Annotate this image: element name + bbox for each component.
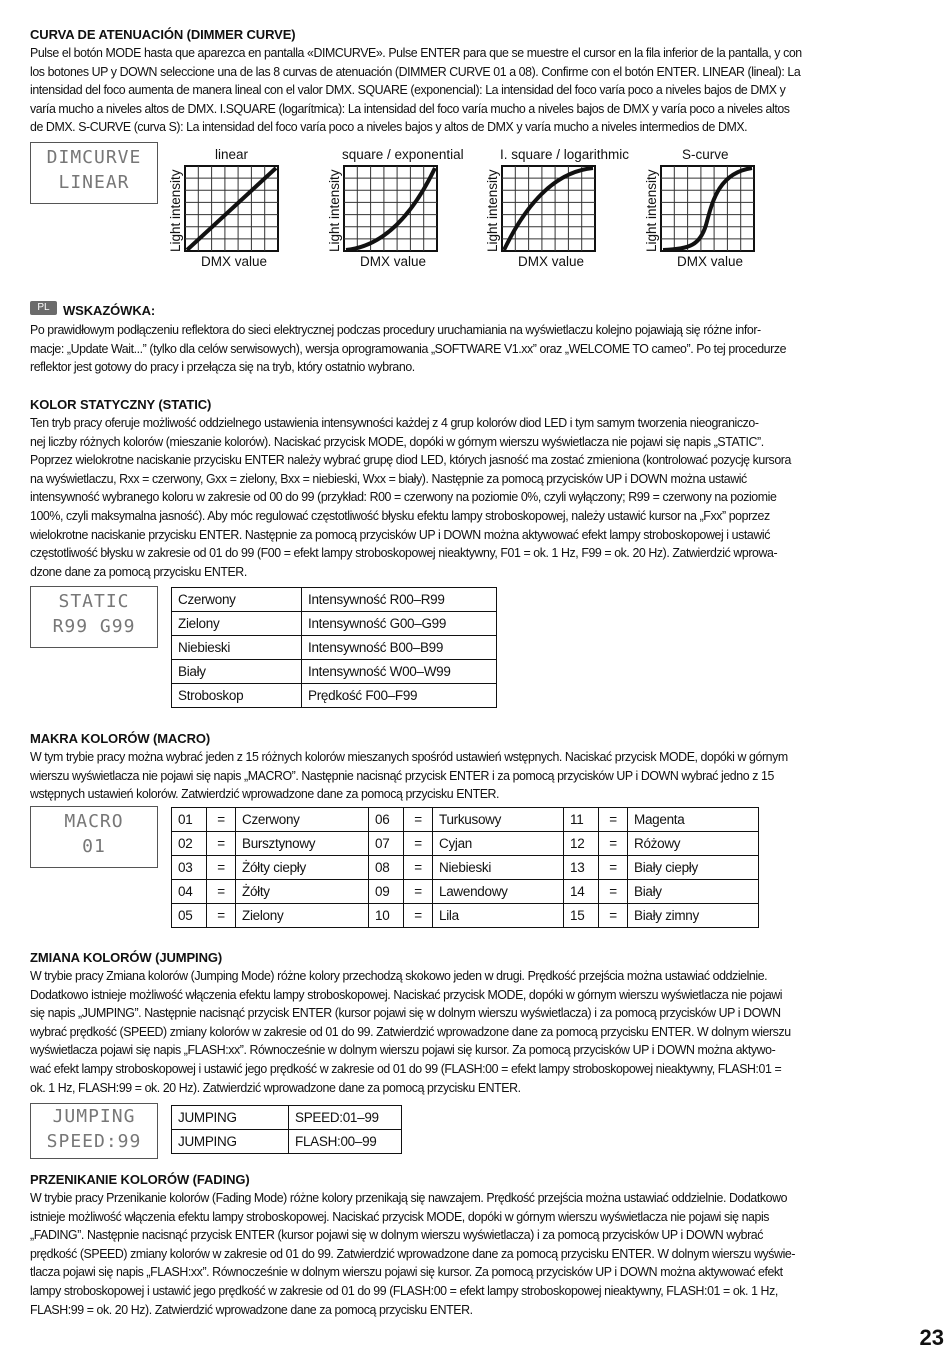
text-line: na wyświetlaczu, Rxx = czerwony, Gxx = zielony, Bxx = niebieski, Wxx = biały). Następnie za pomocą przycisków UP i DOWN można ustawić: [30, 470, 747, 486]
table-cell: Zielony: [236, 904, 369, 928]
table-cell: =: [599, 904, 628, 928]
table-cell: JUMPING: [172, 1130, 289, 1154]
section-heading-static: KOLOR STATYCZNY (STATIC): [30, 397, 212, 412]
table-cell: =: [207, 808, 236, 832]
table-row: [172, 904, 759, 928]
table-cell: 05: [172, 904, 207, 928]
curve-grid-square: [343, 165, 438, 252]
table-cell: Żółty: [236, 880, 369, 904]
x-axis-label: DMX value: [360, 254, 427, 269]
table-cell: =: [207, 856, 236, 880]
table-cell: Żółty ciepły: [236, 856, 369, 880]
table-row: [172, 636, 497, 660]
text-line: 100%, czyli maksymalna jasność). Aby móc regulować częstotliwość błysku efektu lampy stroboskopowej, należy ustawić kursor na „Fxx” poprzez: [30, 507, 770, 523]
text-line: istnieje możliwość włączenia efektu lampy stroboskopowej. Naciskać przycisk MODE, dopóki w górnym wierszu wyświetlacza nie pojawi się napis: [30, 1208, 770, 1224]
text-line: wstępnych ustawień kolorów. Zatwierdzić wprowadzone dane za pomocą przycisku ENTER.: [30, 786, 500, 802]
text-line: się napis „JUMPING”. Następnie nacisnąć przycisk ENTER (kursor pojawi się w dolnym wierszu wyświetlacza) i za pomocą przycisków UP i DOWN: [30, 1005, 781, 1021]
table-cell: JUMPING: [172, 1106, 289, 1130]
table-cell: Prędkość F00–F99: [302, 684, 497, 708]
curve-title: linear: [215, 147, 249, 162]
table-row: [172, 612, 497, 636]
lcd-display-dimcurve: [30, 142, 158, 204]
table-cell: 13: [564, 856, 599, 880]
lcd-line: DIMCURVE: [46, 147, 142, 168]
section-heading-macro: MAKRA KOLORÓW (MACRO): [30, 731, 211, 746]
table-cell: 08: [369, 856, 404, 880]
table-cell: FLASH:00–99: [289, 1130, 402, 1154]
table-row: [172, 660, 497, 684]
static-paragraph: [30, 414, 918, 581]
jumping-paragraph: [30, 967, 918, 1097]
table-cell: =: [404, 832, 433, 856]
macro-color-table: [171, 807, 759, 928]
curve-grid-linear: [184, 165, 279, 252]
table-row: [172, 1130, 402, 1154]
text-line: lampy stroboskopowej i ustawić jego prędkość w zakresie od 01 do 99 (FLASH:00 = efekt lampy stroboskopowej nieaktywny, FLASH:01 = ok. 1 Hz,: [30, 1282, 778, 1298]
table-cell: Biały zimny: [628, 904, 759, 928]
text-line: prędkość (SPEED) zmiany kolorów w zakresie od 01 do 99. Zatwierdzić wprowadzone dane za pomocą przycisku ENTER. W dolnym wierszu wyświe-: [30, 1245, 796, 1261]
lcd-display-jumping: [30, 1103, 158, 1159]
text-line: reflektor jest gotowy do pracy i przełącza się na tryb, który ostatnio wybrano.: [30, 359, 415, 375]
section-heading-fading: PRZENIKANIE KOLORÓW (FADING): [30, 1172, 250, 1187]
table-row: [172, 880, 759, 904]
text-line: macje: „Update Wait...” (tylko dla celów serwisowych), wersja oprogramowania „SOFTWARE V1.xx” oraz „WELCOME TO cameo”. Po tej procedurze: [30, 340, 787, 356]
table-cell: 12: [564, 832, 599, 856]
table-cell: 09: [369, 880, 404, 904]
section-heading-hint: WSKAZÓWKA:: [63, 303, 156, 318]
text-line: Pulse el botón MODE hasta que aparezca en pantalla «DIMCURVE». Pulse ENTER para que se muestre el cursor en la fila inferior de la pantalla, y con: [30, 45, 802, 60]
text-line: Ten tryb pracy oferuje możliwość oddzielnego ustawienia intensywności każdej z 4 grup kolorów diod LED i tym samym tworzenia nieograniczo-: [30, 415, 759, 430]
table-cell: =: [207, 880, 236, 904]
table-cell: Lawendowy: [433, 880, 564, 904]
table-cell: Turkusowy: [433, 808, 564, 832]
jumping-table: [171, 1105, 402, 1154]
curve-title: square / exponential: [342, 147, 464, 162]
table-cell: 11: [564, 808, 599, 832]
y-axis-label: Light intensity: [644, 169, 659, 252]
page-number: 23: [919, 1325, 944, 1350]
text-line: intensywność wybranego koloru w zakresie od 00 do 99 (przykład: R00 = czerwony na poziomie 0%, czyli wyłączony; R99 = czerwony na poziomie: [30, 489, 777, 505]
text-line: Po prawidłowym podłączeniu reflektora do sieci elektrycznej podczas procedury uruchamiania na wyświetlaczu kolejno pojawiają się różne infor-: [30, 322, 761, 337]
table-cell: Biały ciepły: [628, 856, 759, 880]
hint-paragraph: [30, 321, 918, 377]
dimmer-paragraph: [30, 44, 918, 137]
lcd-line: MACRO: [64, 811, 124, 832]
text-line: intensidad del foco aumenta de manera lineal con el valor DMX. SQUARE (exponencial): La intensidad del foco varía poco a niveles bajos de DMX y: [30, 82, 786, 98]
table-row: [172, 1106, 402, 1130]
static-color-table: [171, 587, 497, 708]
table-cell: 15: [564, 904, 599, 928]
table-cell: Intensywność R00–R99: [302, 588, 497, 612]
table-cell: Niebieski: [433, 856, 564, 880]
table-row: [172, 832, 759, 856]
table-cell: Intensywność G00–G99: [302, 612, 497, 636]
table-cell: Biały: [628, 880, 759, 904]
lcd-line: 01: [82, 836, 106, 857]
table-cell: Lila: [433, 904, 564, 928]
lcd-line: STATIC: [58, 591, 130, 612]
y-axis-label: Light intensity: [485, 169, 500, 252]
table-cell: =: [599, 856, 628, 880]
text-line: FLASH:99 = ok. 20 Hz). Zatwierdzić wprowadzone dane za pomocą przycisku ENTER.: [30, 1301, 473, 1317]
table-cell: =: [207, 832, 236, 856]
table-cell: 07: [369, 832, 404, 856]
text-line: W trybie pracy Przenikanie kolorów (Fading Mode) różne kolory przenikają się nawzajem. Prędkość przejścia można ustawiać oddzielnie. Dodatkowo: [30, 1190, 788, 1205]
x-axis-label: DMX value: [518, 254, 585, 269]
text-line: częstotliwość błysku w zakresie od 01 do 99 (F00 = efekt lampy stroboskopowej nieaktywny, F01 = ok. 1 Hz, F99 = ok. 20 Hz). Zatwierdzić wprowa-: [30, 545, 778, 561]
x-axis-label: DMX value: [201, 254, 268, 269]
text-line: „FADING”. Następnie nacisnąć przycisk ENTER (kursor pojawi się w dolnym wierszu wyświetlacza) i za pomocą przycisków UP i DOWN wybrać: [30, 1227, 763, 1243]
table-cell: Magenta: [628, 808, 759, 832]
curve-grid-scurve: [660, 165, 755, 252]
table-cell: =: [404, 856, 433, 880]
x-axis-label: DMX value: [677, 254, 744, 269]
text-line: ok. 1 Hz, FLASH:99 = ok. 20 Hz). Zatwierdzić wprowadzone dane za pomocą przycisku ENTER.: [30, 1079, 521, 1095]
table-row: [172, 684, 497, 708]
lcd-line: SPEED:99: [46, 1131, 142, 1152]
text-line: W tym trybie pracy można wybrać jeden z 15 różnych kolorów mieszanych spośród ustawień wstępnych. Naciskać przycisk MODE, dopóki w górnym: [30, 749, 788, 764]
section-heading-jumping: ZMIANA KOLORÓW (JUMPING): [30, 950, 223, 965]
curve-title: S-curve: [682, 147, 729, 162]
table-cell: =: [599, 880, 628, 904]
language-badge: PL: [30, 301, 57, 315]
table-row: [172, 588, 497, 612]
table-row: [172, 808, 759, 832]
table-cell: 01: [172, 808, 207, 832]
text-line: wielokrotne naciskanie przycisku ENTER. Następnie za pomocą przycisków UP i DOWN można aktywować efekt lampy stroboskopowej i ustawić: [30, 526, 770, 542]
table-cell: 06: [369, 808, 404, 832]
text-line: W trybie pracy Zmiana kolorów (Jumping Mode) różne kolory przechodzą skokowo jeden w drugi. Prędkość przejścia można ustawiać oddzielnie.: [30, 968, 768, 983]
text-line: wyświetlacza pojawi się napis „FLASH:xx”. Równocześnie w dolnym wierszu pojawi się kursor. Za pomocą przycisków UP i DOWN można aktywo-: [30, 1042, 776, 1058]
lcd-display-macro: [30, 806, 158, 868]
lcd-line: LINEAR: [58, 172, 130, 193]
table-cell: =: [599, 808, 628, 832]
table-cell: Biały: [172, 660, 302, 684]
text-line: de DMX. S-CURVE (curva S): La intensidad del foco varía poco a niveles bajos y altos de DMX y varía mucho a niveles intermedios de DMX.: [30, 119, 748, 135]
text-line: Poprzez wielokrotne naciskanie przycisku ENTER należy wybrać grupę diod LED, których jasność ma zostać zmieniona (kontrolować pozycję kursora: [30, 452, 791, 468]
table-cell: Zielony: [172, 612, 302, 636]
lcd-display-static: [30, 586, 158, 648]
y-axis-label: Light intensity: [168, 169, 183, 252]
section-heading-dimmer: CURVA DE ATENUACIÓN (DIMMER CURVE): [30, 27, 296, 42]
text-line: wybrać prędkość (SPEED) zmiany kolorów w zakresie od 01 do 99. Zatwierdzić wprowadzone dane za pomocą przycisku ENTER. W dolnym wierszu: [30, 1023, 791, 1039]
table-cell: =: [404, 880, 433, 904]
text-line: los botones UP y DOWN seleccione una de las 8 curvas de atenuación (DIMMER CURVE 01 a 08). Confirme con el botón ENTER. LINEAR (lineal): La: [30, 63, 801, 79]
table-cell: Niebieski: [172, 636, 302, 660]
table-cell: =: [207, 904, 236, 928]
text-line: wierszu wyświetlacza nie pojawi się napis „MACRO”. Następnie nacisnąć przycisk ENTER i za pomocą przycisków UP i DOWN wybrać jedno z 15: [30, 767, 774, 783]
table-cell: 10: [369, 904, 404, 928]
table-cell: =: [404, 808, 433, 832]
table-cell: Intensywność W00–W99: [302, 660, 497, 684]
table-cell: 03: [172, 856, 207, 880]
table-cell: Różowy: [628, 832, 759, 856]
table-cell: 14: [564, 880, 599, 904]
table-cell: Intensywność B00–B99: [302, 636, 497, 660]
table-cell: =: [404, 904, 433, 928]
text-line: varía mucho a niveles altos de DMX. I.SQUARE (logarítmica): La intensidad del foco varía mucho a niveles bajos de DMX y varía poco a niveles altos: [30, 100, 790, 116]
table-cell: Stroboskop: [172, 684, 302, 708]
macro-paragraph: [30, 748, 918, 804]
fading-paragraph: [30, 1189, 918, 1319]
text-line: wać efekt lampy stroboskopowej i ustawić jego prędkość w zakresie od 01 do 99 (FLASH:00 = efekt lampy stroboskopowej nieaktywny, FLASH:01 =: [30, 1060, 782, 1076]
table-cell: Bursztynowy: [236, 832, 369, 856]
y-axis-label: Light intensity: [327, 169, 342, 252]
text-line: dzone dane za pomocą przycisku ENTER.: [30, 563, 247, 579]
text-line: tlacza pojawi się napis „FLASH:xx”. Równocześnie w dolnym wierszu pojawi się kursor. Za pomocą przycisków UP i DOWN można aktywować efekt: [30, 1264, 783, 1280]
curve-title: I. square / logarithmic: [500, 147, 630, 162]
table-row: [172, 856, 759, 880]
lcd-line: R99 G99: [52, 616, 136, 637]
table-cell: Czerwony: [236, 808, 369, 832]
text-line: Dodatkowo istnieje możliwość włączenia efektu lampy stroboskopowej. Naciskać przycisk MODE, dopóki w górnym wierszu wyświetlacza nie pojawi: [30, 986, 783, 1002]
table-cell: 02: [172, 832, 207, 856]
table-cell: SPEED:01–99: [289, 1106, 402, 1130]
table-cell: 04: [172, 880, 207, 904]
curve-grid-log: [501, 165, 596, 252]
table-cell: Cyjan: [433, 832, 564, 856]
table-cell: =: [599, 832, 628, 856]
text-line: nej liczby różnych kolorów (mieszanie kolorów). Naciskać przycisk MODE, dopóki w górnym wierszu wyświetlacza nie pojawi się napis „STATIC”.: [30, 433, 764, 449]
table-cell: Czerwony: [172, 588, 302, 612]
lcd-line: JUMPING: [52, 1106, 136, 1127]
